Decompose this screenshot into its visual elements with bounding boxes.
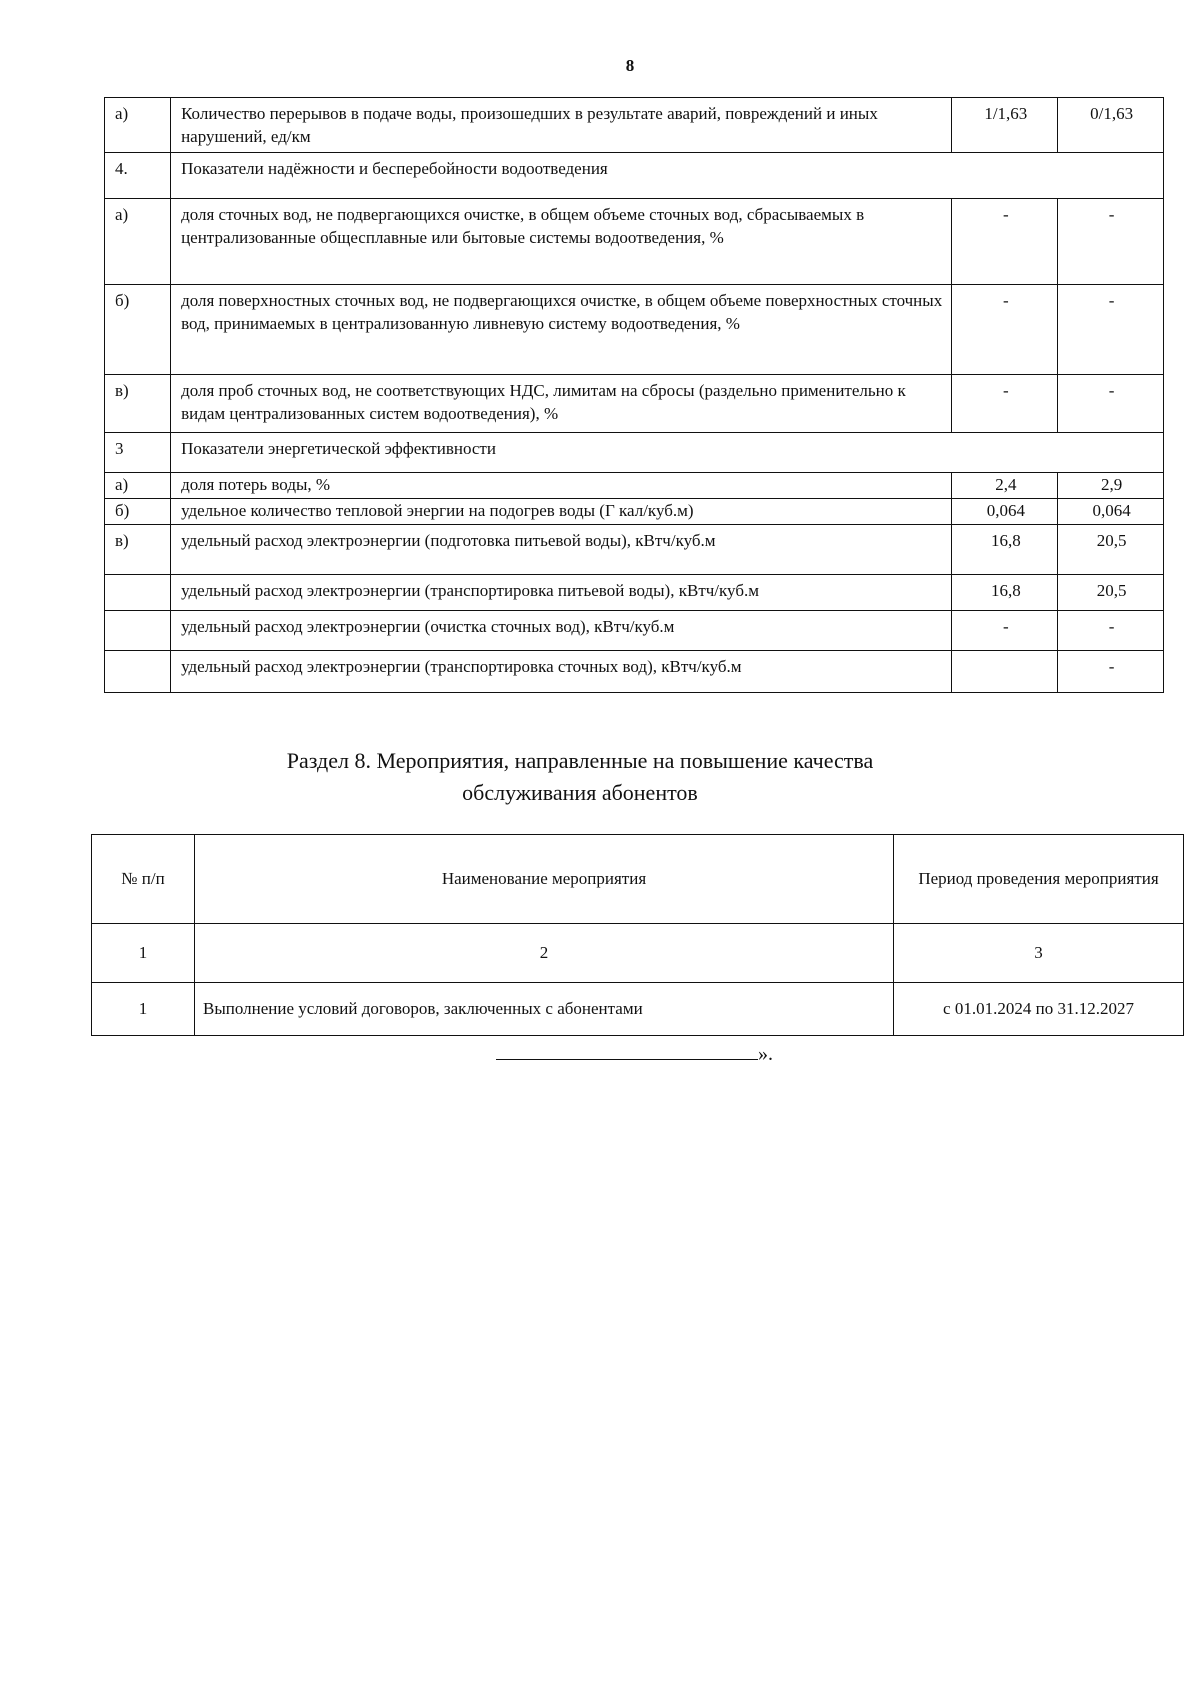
page-number: 8 — [625, 56, 635, 75]
value-second: 0/1,63 — [1058, 98, 1164, 153]
column-number: 3 — [894, 924, 1184, 983]
indicator-description: удельное количество тепловой энергии на подогрев воды (Г кал/куб.м) — [171, 499, 952, 525]
indicators-table — [104, 97, 1164, 693]
value-first: 2,4 — [952, 473, 1058, 499]
table-row — [105, 153, 1164, 199]
table-row — [105, 499, 1164, 525]
indicator-description: удельный расход электроэнергии (транспортировка питьевой воды), кВтч/куб.м — [171, 575, 952, 611]
value-first: - — [952, 285, 1058, 375]
table-row — [105, 473, 1164, 499]
measure-number: 1 — [92, 983, 195, 1036]
value-first: - — [952, 199, 1058, 285]
table-row — [105, 651, 1164, 693]
closing-quote: ». — [758, 1043, 773, 1065]
section-number: 3 — [105, 433, 171, 473]
section-heading: Показатели энергетической эффективности — [171, 433, 1164, 473]
table-row — [105, 611, 1164, 651]
row-number — [105, 575, 171, 611]
measure-period: с 01.01.2024 по 31.12.2027 — [894, 983, 1184, 1036]
table-row — [105, 199, 1164, 285]
section-number: 4. — [105, 153, 171, 199]
indicator-description: удельный расход электроэнергии (транспортировка сточных вод), кВтч/куб.м — [171, 651, 952, 693]
value-second: 20,5 — [1058, 525, 1164, 575]
row-number — [105, 651, 171, 693]
value-second: - — [1058, 285, 1164, 375]
row-number: б) — [105, 285, 171, 375]
column-header-name: Наименование мероприятия — [195, 835, 894, 924]
column-number: 1 — [92, 924, 195, 983]
signature-underline — [496, 1041, 758, 1060]
column-header-number: № п/п — [92, 835, 195, 924]
column-header-period: Период проведения мероприятия — [894, 835, 1184, 924]
row-number: в) — [105, 525, 171, 575]
value-second: 2,9 — [1058, 473, 1164, 499]
indicator-description: доля потерь воды, % — [171, 473, 952, 499]
row-number: б) — [105, 499, 171, 525]
measures-table — [91, 834, 1184, 1036]
table-row — [92, 983, 1184, 1036]
indicator-description: удельный расход электроэнергии (очистка сточных вод), кВтч/куб.м — [171, 611, 952, 651]
row-number: в) — [105, 375, 171, 433]
table-row — [105, 433, 1164, 473]
indicator-description: доля сточных вод, не подвергающихся очистке, в общем объеме сточных вод, сбрасываемых в централизованные общесплавные или бытовые системы водоотведения, % — [171, 199, 952, 285]
indicator-description: доля поверхностных сточных вод, не подвергающихся очистке, в общем объеме поверхностных сточных вод, принимаемых в централизованную ливневую систему водоотведения, % — [171, 285, 952, 375]
table-row — [105, 575, 1164, 611]
value-second: 0,064 — [1058, 499, 1164, 525]
section-heading: Показатели надёжности и бесперебойности водоотведения — [171, 153, 1164, 199]
value-first: 16,8 — [952, 575, 1058, 611]
value-second: - — [1058, 611, 1164, 651]
measure-name: Выполнение условий договоров, заключенных с абонентами — [195, 983, 894, 1036]
value-first — [952, 651, 1058, 693]
row-number: а) — [105, 98, 171, 153]
column-number: 2 — [195, 924, 894, 983]
value-first: - — [952, 375, 1058, 433]
section-title-line: Раздел 8. Мероприятия, направленные на повышение качества — [286, 748, 874, 773]
row-number: а) — [105, 473, 171, 499]
value-second: - — [1058, 199, 1164, 285]
closing-line — [496, 1041, 773, 1066]
table-row — [105, 525, 1164, 575]
column-number-row — [92, 924, 1184, 983]
indicator-description: доля проб сточных вод, не соответствующих НДС, лимитам на сбросы (раздельно применительно к видам централизованных систем водоотведения), % — [171, 375, 952, 433]
table-row — [105, 98, 1164, 153]
table-row — [105, 285, 1164, 375]
section-title — [180, 745, 980, 809]
table-row — [105, 375, 1164, 433]
value-first: 0,064 — [952, 499, 1058, 525]
value-first: - — [952, 611, 1058, 651]
row-number: а) — [105, 199, 171, 285]
value-second: - — [1058, 375, 1164, 433]
indicator-description: удельный расход электроэнергии (подготовка питьевой воды), кВтч/куб.м — [171, 525, 952, 575]
value-second: - — [1058, 651, 1164, 693]
value-second: 20,5 — [1058, 575, 1164, 611]
value-first: 1/1,63 — [952, 98, 1058, 153]
table-header-row — [92, 835, 1184, 924]
row-number — [105, 611, 171, 651]
section-title-line: обслуживания абонентов — [462, 780, 698, 805]
value-first: 16,8 — [952, 525, 1058, 575]
indicator-description: Количество перерывов в подаче воды, произошедших в результате аварий, повреждений и иных нарушений, ед/км — [171, 98, 952, 153]
